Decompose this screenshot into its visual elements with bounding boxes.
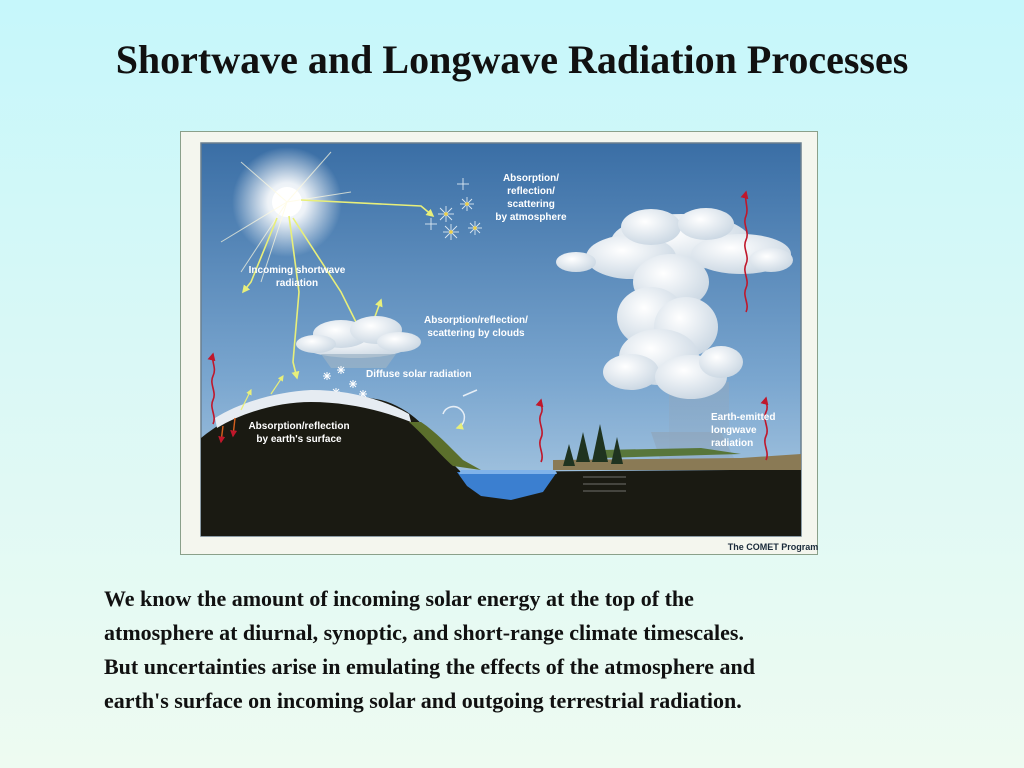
radiation-diagram (180, 131, 818, 555)
body-line-2: atmosphere at diurnal, synoptic, and short-range climate timescales. (104, 620, 744, 645)
slide-title: Shortwave and Longwave Radiation Processes (115, 37, 909, 82)
label-atmosphere-line-3: scattering (507, 199, 555, 210)
image-credit: The COMET Program (727, 542, 819, 552)
label-atmosphere-line-4: by atmosphere (495, 212, 567, 223)
body-paragraph (104, 582, 974, 718)
label-diffuse-solar: Diffuse solar radiation (366, 369, 472, 380)
label-longwave-line-3: radiation (711, 438, 754, 449)
label-longwave-line-2: longwave (711, 425, 757, 436)
label-clouds-line-1: Absorption/reflection/ (424, 315, 528, 326)
label-atmosphere-line-1: Absorption/ (502, 173, 560, 184)
body-line-4: earth's surface on incoming solar and outgoing terrestrial radiation. (104, 688, 742, 713)
label-longwave-line-1: Earth-emitted (711, 412, 776, 423)
label-clouds-line-2: scattering by clouds (427, 328, 525, 339)
label-incoming-line-2: radiation (275, 278, 319, 289)
label-atmosphere-line-2: reflection/ (507, 186, 555, 197)
label-surface-line-2: by earth's surface (256, 434, 342, 445)
label-incoming-line-1: Incoming shortwave (248, 265, 346, 276)
label-surface-line-1: Absorption/reflection (248, 421, 350, 432)
body-line-3: But uncertainties arise in emulating the effects of the atmosphere and (104, 654, 755, 679)
radiation-diagram-svg (181, 132, 819, 556)
body-line-1: We know the amount of incoming solar energy at the top of the (104, 586, 694, 611)
